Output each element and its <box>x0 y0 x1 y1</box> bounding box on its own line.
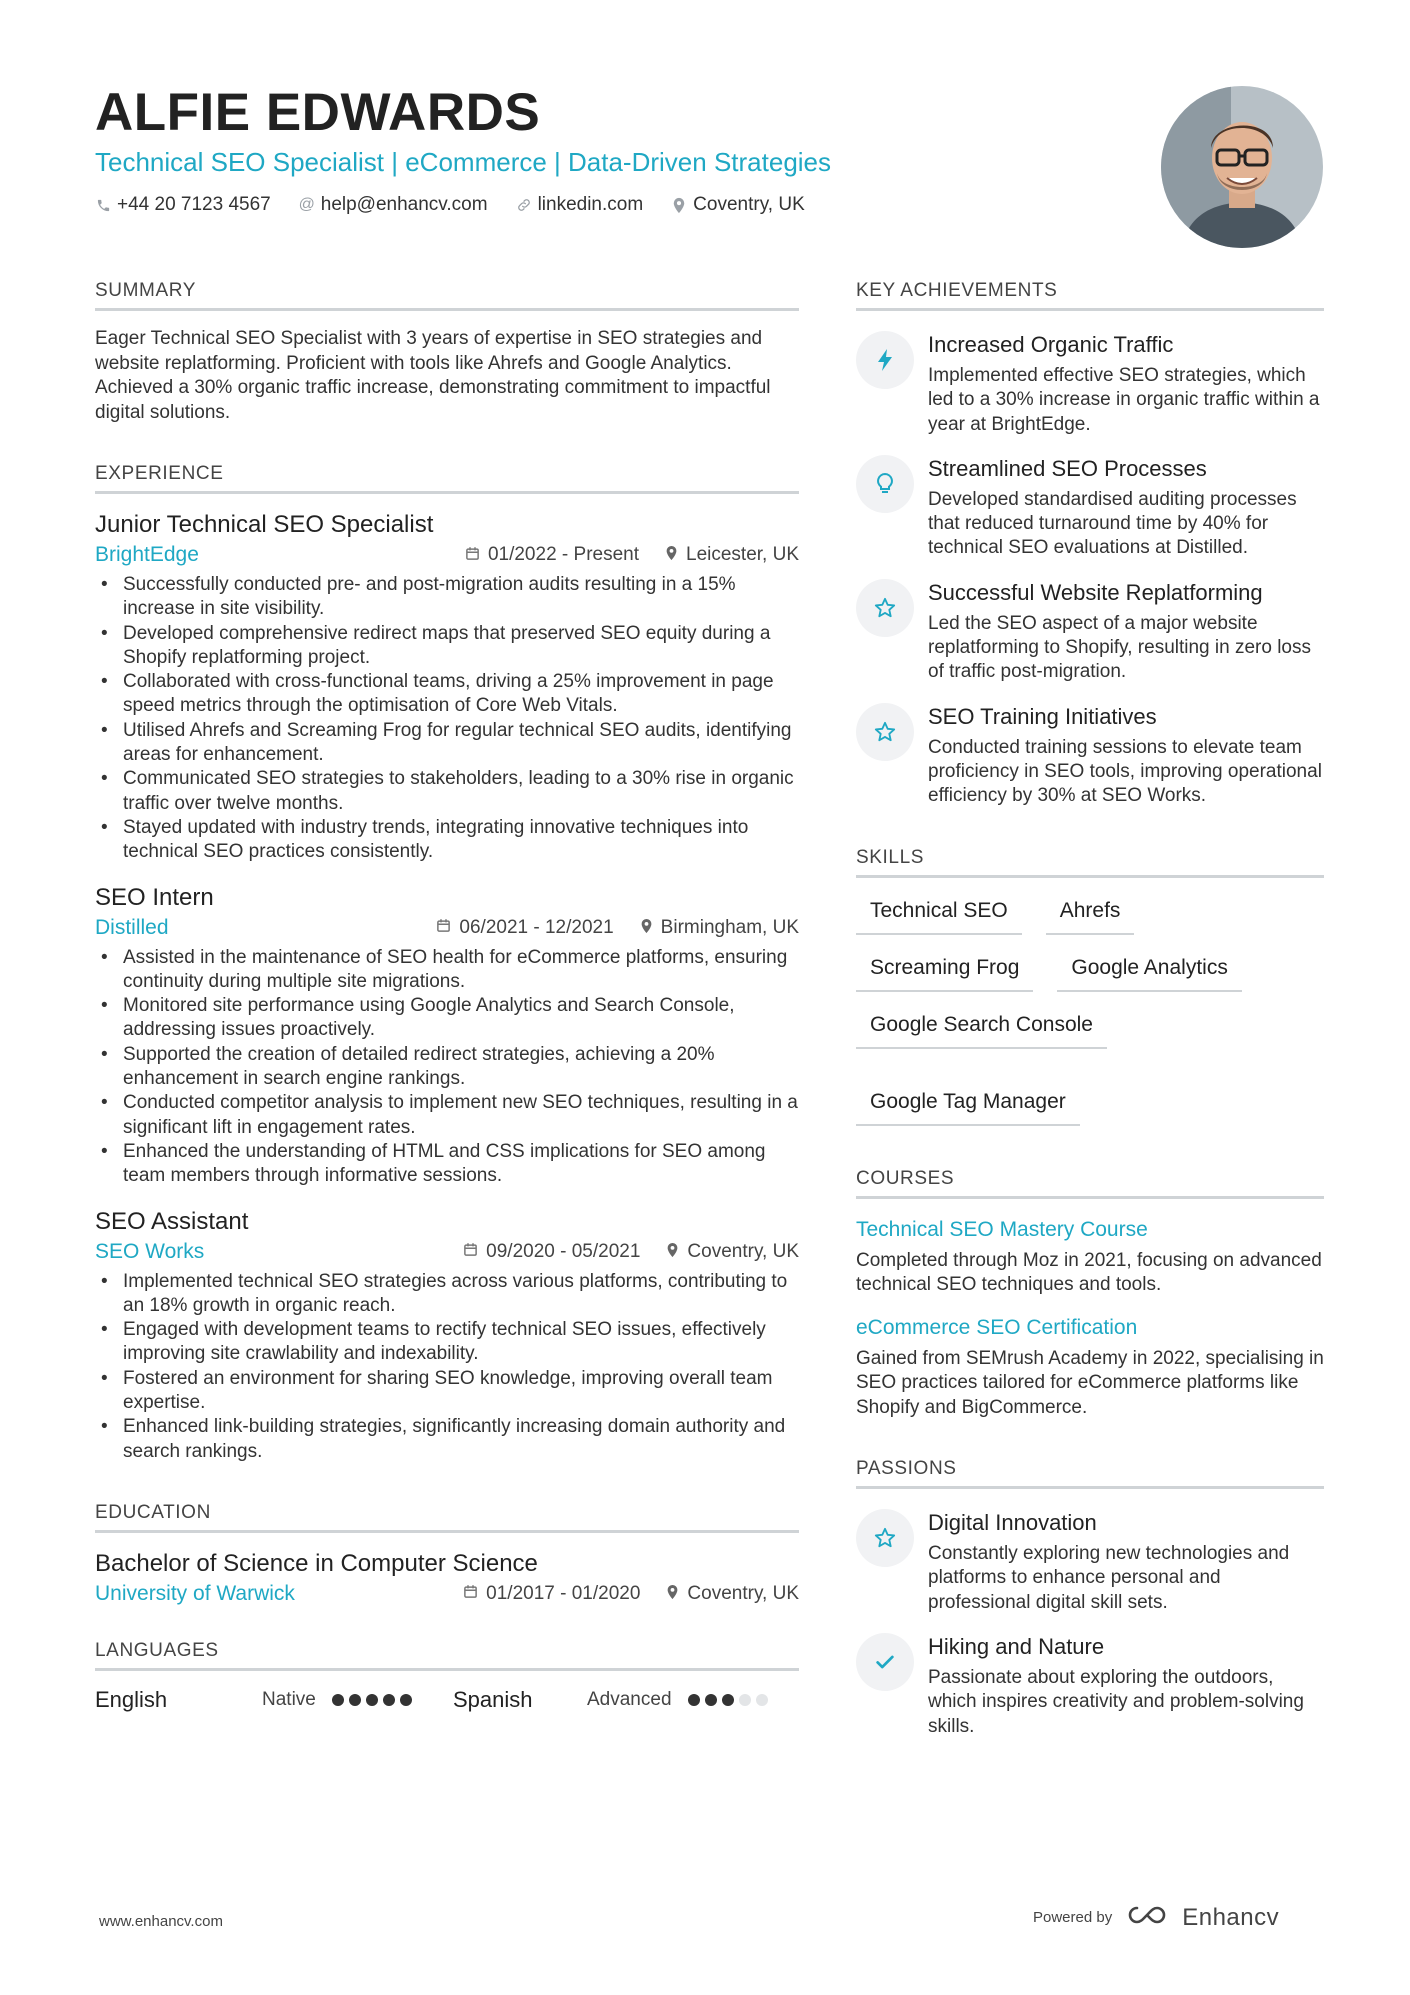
achievement-title: Successful Website Replatforming <box>928 579 1263 605</box>
powered-by-text: Powered by <box>1033 1909 1113 1926</box>
linkedin-text: linkedin.com <box>537 194 644 215</box>
star-icon <box>856 579 914 637</box>
rating-dot <box>705 1694 717 1706</box>
link-icon <box>516 197 532 213</box>
bullet-item: • Stayed updated with industry trends, integrating innovative techniques into technical SEO practices consistently. <box>95 816 799 865</box>
right-column <box>856 280 1324 1739</box>
at-icon: @ <box>298 196 315 213</box>
contact-phone[interactable] <box>95 194 271 216</box>
job-title: SEO Assistant <box>95 1207 249 1235</box>
passion-body <box>928 1633 1324 1739</box>
location-text: Coventry, UK <box>693 194 805 215</box>
passion-item <box>856 1509 1324 1615</box>
brand-name: Enhancv <box>1182 1903 1280 1931</box>
achievement-desc: Developed standardised auditing processes that reduced turnaround time by 40% for technical SEO evaluations at Distilled. <box>928 488 1297 559</box>
bullet-item: • Assisted in the maintenance of SEO health for eCommerce platforms, ensuring continuity during multiple site migrations. <box>95 946 799 995</box>
job-location <box>665 544 799 566</box>
lightbulb-icon <box>856 455 914 513</box>
languages-row <box>95 1687 799 1713</box>
section-title-education: EDUCATION <box>95 1502 799 1533</box>
job-title: SEO Intern <box>95 883 214 911</box>
job-dates <box>465 544 639 566</box>
phone-text: +44 20 7123 4567 <box>117 194 271 215</box>
passion-title: Hiking and Nature <box>928 1633 1105 1659</box>
rating-dot <box>722 1694 734 1706</box>
achievement-body <box>928 455 1324 561</box>
footer-website[interactable]: www.enhancv.com <box>99 1913 223 1930</box>
achievement-item <box>856 703 1324 809</box>
achievement-item <box>856 331 1324 437</box>
passion-desc: Passionate about exploring the outdoors, which inspires creativity and problem-solving skills. <box>928 1666 1304 1737</box>
education-entry <box>95 1549 799 1606</box>
rating-dot <box>349 1694 361 1706</box>
rating-dot <box>756 1694 768 1706</box>
contact-bar <box>95 194 1095 216</box>
passion-item <box>856 1633 1324 1739</box>
contact-linkedin[interactable] <box>516 194 644 216</box>
profile-photo <box>1161 86 1323 248</box>
language-rating <box>688 1694 768 1706</box>
experience-section <box>95 463 799 1464</box>
language-rating <box>332 1694 412 1706</box>
location-pin-icon <box>671 197 687 214</box>
job-location-text: Birmingham, UK <box>660 916 799 938</box>
section-title-achievements: KEY ACHIEVEMENTS <box>856 280 1324 311</box>
bullet-item: • Communicated SEO strategies to stakeholders, leading to a 30% rise in organic traffic over twelve months. <box>95 767 799 816</box>
footer-branding <box>1033 1903 1279 1932</box>
calendar-icon <box>436 918 451 937</box>
contact-location <box>671 194 805 216</box>
summary-text: Eager Technical SEO Specialist with 3 years of expertise in SEO strategies and website replatforming. Proficient with tools like Ahrefs and Google Analytics. Achieved a 30% organic traffic increase, demonstrating commitment to impactful digital solutions. <box>95 328 771 423</box>
achievement-body <box>928 703 1324 809</box>
section-title-passions: PASSIONS <box>856 1458 1324 1489</box>
skill-tag: Google Tag Manager <box>856 1089 1080 1126</box>
skills-section <box>856 847 1324 1126</box>
job-bullets <box>95 573 799 865</box>
achievement-body <box>928 331 1324 437</box>
bullet-item: • Utilised Ahrefs and Screaming Frog for regular technical SEO audits, identifying areas for enhancement. <box>95 719 799 768</box>
email-text: help@enhancv.com <box>320 194 488 215</box>
achievements-section <box>856 280 1324 809</box>
job-dates-text: 06/2021 - 12/2021 <box>459 916 614 938</box>
achievement-body <box>928 579 1324 685</box>
job-location-text: Coventry, UK <box>687 1240 799 1262</box>
star-icon <box>856 1509 914 1567</box>
job-meta-right <box>436 917 799 939</box>
bullet-item: • Developed comprehensive redirect maps that preserved SEO equity during a Shopify replatforming project. <box>95 622 799 671</box>
language-name: Spanish <box>453 1686 533 1712</box>
job-bullets <box>95 946 799 1189</box>
skill-tag: Google Analytics <box>1057 955 1241 992</box>
bullet-item: • Enhanced the understanding of HTML and CSS implications for SEO among team members through informative sessions. <box>95 1140 799 1189</box>
calendar-icon <box>465 546 480 565</box>
bullet-item: • Engaged with development teams to rectify technical SEO issues, effectively improving site crawlability and indexability. <box>95 1318 799 1367</box>
passion-title: Digital Innovation <box>928 1510 1097 1536</box>
job-entry <box>95 883 799 1189</box>
rating-dot <box>739 1694 751 1706</box>
job-title: Junior Technical SEO Specialist <box>95 511 434 538</box>
check-icon <box>856 1633 914 1691</box>
bullet-item: • Implemented technical SEO strategies across various platforms, contributing to an 18% growth in organic reach. <box>95 1270 799 1319</box>
calendar-icon <box>463 1242 478 1261</box>
job-meta <box>95 543 799 567</box>
achievement-item <box>856 455 1324 561</box>
job-meta <box>95 1240 799 1264</box>
achievement-desc: Conducted training sessions to elevate team proficiency in SEO tools, improving operational efficiency by 30% at SEO Works. <box>928 736 1322 807</box>
education-meta-right <box>463 1583 799 1605</box>
education-location <box>666 1583 799 1605</box>
job-location <box>640 917 799 939</box>
school-name: University of Warwick <box>95 1581 295 1605</box>
job-location <box>666 1241 799 1263</box>
achievement-title: Increased Organic Traffic <box>928 332 1174 357</box>
bolt-icon <box>856 331 914 389</box>
passions-section <box>856 1458 1324 1739</box>
languages-section <box>95 1640 799 1713</box>
courses-section <box>856 1168 1324 1420</box>
location-pin-icon <box>665 545 678 565</box>
job-bullets <box>95 1270 799 1464</box>
achievement-item <box>856 579 1324 685</box>
job-location-text: Leicester, UK <box>686 544 799 565</box>
bullet-item: • Fostered an environment for sharing SEO knowledge, improving overall team expertise. <box>95 1367 799 1416</box>
skill-tag: Ahrefs <box>1046 898 1135 935</box>
star-icon <box>856 703 914 761</box>
location-pin-icon <box>666 1242 679 1262</box>
achievement-title: Streamlined SEO Processes <box>928 455 1207 481</box>
bullet-item: • Successfully conducted pre- and post-migration audits resulting in a 15% increase in site visibility. <box>95 573 799 622</box>
job-entry <box>95 510 799 865</box>
skill-tag: Screaming Frog <box>856 955 1033 992</box>
left-column <box>95 280 799 1713</box>
language-level: Advanced <box>587 1688 672 1710</box>
summary-section <box>95 280 799 425</box>
education-meta <box>95 1582 799 1606</box>
section-title-skills: SKILLS <box>856 847 1324 878</box>
bullet-item: • Enhanced link-building strategies, significantly increasing domain authority and search rankings. <box>95 1415 799 1464</box>
education-section <box>95 1502 799 1606</box>
language-item <box>95 1687 453 1713</box>
company-name: Distilled <box>95 915 169 939</box>
course-desc: Gained from SEMrush Academy in 2022, specialising in SEO practices tailored for eCommerce platforms like Shopify and BigCommerce. <box>856 1348 1324 1418</box>
passion-body <box>928 1509 1324 1615</box>
degree-title: Bachelor of Science in Computer Science <box>95 1549 538 1577</box>
achievement-desc: Led the SEO aspect of a major website replatforming to Shopify, resulting in zero loss of traffic post-migration. <box>928 612 1311 683</box>
job-dates-text: 09/2020 - 05/2021 <box>486 1240 641 1262</box>
course-item <box>856 1217 1324 1298</box>
course-desc: Completed through Moz in 2021, focusing on advanced technical SEO techniques and tools. <box>856 1249 1322 1295</box>
skill-tag: Technical SEO <box>856 898 1022 935</box>
job-meta-right <box>465 544 799 566</box>
headline: Technical SEO Specialist | eCommerce | Data-Driven Strategies <box>95 147 832 177</box>
achievement-desc: Implemented effective SEO strategies, which led to a 30% increase in organic traffic within a year at BrightEdge. <box>928 365 1320 435</box>
section-title-courses: COURSES <box>856 1168 1324 1199</box>
bullet-item: • Conducted competitor analysis to implement new SEO techniques, resulting in a significant lift in engagement rates. <box>95 1091 799 1140</box>
calendar-icon <box>463 1584 478 1603</box>
location-pin-icon <box>666 1584 679 1604</box>
language-name: English <box>95 1686 168 1712</box>
company-name: SEO Works <box>95 1239 205 1263</box>
phone-icon <box>95 198 111 213</box>
passion-desc: Constantly exploring new technologies and platforms to enhance personal and professional digital skill sets. <box>928 1543 1290 1613</box>
skill-tag: Google Search Console <box>856 1012 1107 1049</box>
education-location-text: Coventry, UK <box>687 1582 799 1604</box>
section-title-summary: SUMMARY <box>95 280 799 311</box>
course-item <box>856 1315 1324 1420</box>
job-meta <box>95 916 799 940</box>
company-name: BrightEdge <box>95 543 199 566</box>
rating-dot <box>400 1694 412 1706</box>
language-level: Native <box>262 1688 316 1710</box>
rating-dot <box>383 1694 395 1706</box>
contact-email[interactable] <box>299 194 488 216</box>
rating-dot <box>332 1694 344 1706</box>
course-title[interactable]: Technical SEO Mastery Course <box>856 1217 1148 1241</box>
job-dates <box>436 917 613 939</box>
bullet-item: • Collaborated with cross-functional teams, driving a 25% improvement in page speed metrics through the optimisation of Core Web Vitals. <box>95 670 799 719</box>
job-entry <box>95 1207 799 1464</box>
section-title-languages: LANGUAGES <box>95 1640 799 1671</box>
job-meta-right <box>463 1241 799 1263</box>
location-pin-icon <box>640 918 653 938</box>
achievement-title: SEO Training Initiatives <box>928 703 1157 729</box>
language-item <box>453 1687 799 1713</box>
enhancv-logo-icon <box>1124 1903 1170 1932</box>
bullet-item: • Monitored site performance using Google Analytics and Search Console, addressing issues proactively. <box>95 994 799 1043</box>
header <box>95 82 1095 216</box>
rating-dot <box>688 1694 700 1706</box>
course-title[interactable]: eCommerce SEO Certification <box>856 1316 1138 1340</box>
rating-dot <box>366 1694 378 1706</box>
education-dates-text: 01/2017 - 01/2020 <box>486 1582 641 1604</box>
education-dates <box>463 1583 640 1605</box>
job-dates <box>463 1241 640 1263</box>
candidate-name: ALFIE EDWARDS <box>95 83 541 142</box>
bullet-item: • Supported the creation of detailed redirect strategies, achieving a 20% enhancement in search engine rankings. <box>95 1043 799 1092</box>
section-title-experience: EXPERIENCE <box>95 463 799 494</box>
job-dates-text: 01/2022 - Present <box>487 544 639 565</box>
skills-list <box>856 898 1324 1126</box>
